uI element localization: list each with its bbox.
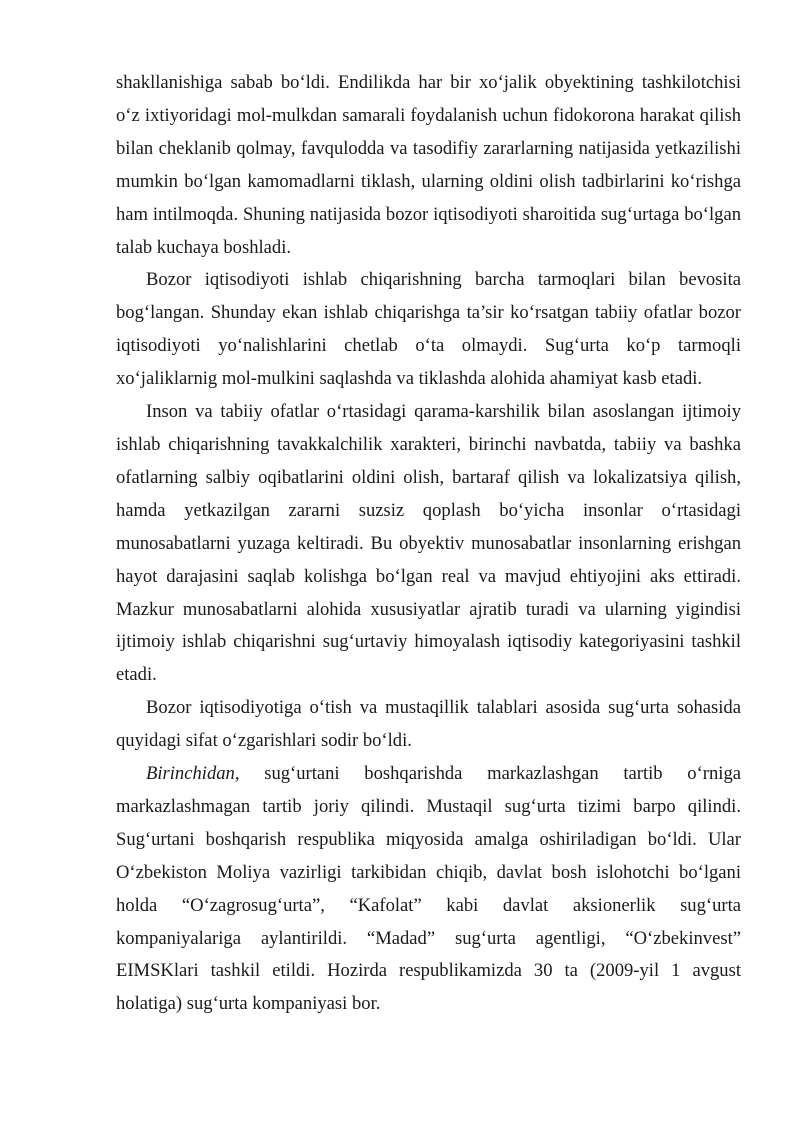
paragraph-1: shakllanishiga sabab bo‘ldi. Endilikda har bir xo‘jalik obyektining tashkilotchisi o‘z ixtiyoridagi mol-mulkdan samarali foydalanish uchun fidokorona harakat qilish bilan cheklanib qolmay, favqulodda va tasodifiy zararlarning natijasida yetkazilishi mumkin bo‘lgan kamomadlarni tiklash, ularning oldini olish tadbirlarini ko‘rishga ham intilmoqda. Shuning natijasida bozor iqtisodiyoti sharoitida sug‘urtaga bo‘lgan talab kuchaya boshladi. — [116, 72, 741, 258]
paragraph-4: Bozor iqtisodiyotiga o‘tish va mustaqillik talablari asosida sug‘urta sohasida quyidagi sifat o‘zgarishlari sodir bo‘ldi. — [116, 697, 741, 752]
paragraph-5 — [116, 758, 741, 1021]
paragraph-5-body: , sug‘urtani boshqarishda markazlashgan tartib o‘rniga markazlashmagan tartib joriy qilindi. Mustaqil sug‘urta tizimi barpo qilindi. Sug‘urtani boshqarish respublika miqyosida amalga oshiriladigan bo‘ldi. Ular O‘zbekiston Moliya vazirligi tarkibidan chiqib, davlat bosh islohotchi bo‘lgani holda “O‘zagrosug‘urta”, “Kafolat” kabi davlat aksionerlik sug‘urta kompaniyalariga aylantirildi. “Madad” sug‘urta agentligi, “O‘zbekinvest” EIMSKlari tashkil etildi. Hozirda respublikamizda 30 ta (2009-yil 1 avgust holatiga) sug‘urta kompaniyasi bor. — [116, 763, 741, 1015]
paragraph-5-lead: Birinchidan — [146, 763, 235, 785]
document-page — [116, 67, 741, 1021]
paragraph-3: Inson va tabiiy ofatlar o‘rtasidagi qarama-karshilik bilan asoslangan ijtimoiy ishlab chiqarishning tavakkalchilik xarakteri, birinchi navbatda, tabiiy va bashka ofatlarning salbiy oqibatlarini oldini olish, bartaraf qilish va lokalizatsiya qilish, hamda yetkazilgan zararni suzsiz qoplash bo‘yicha insonlar o‘rtasidagi munosabatlarni yuzaga keltiradi. Bu obyektiv munosabatlar insonlarning erishgan hayot darajasini saqlab kolishga bo‘lgan real va mavjud ehtiyojini aks ettiradi. Mazkur munosabatlarni alohida xususiyatlar ajratib turadi va ularning yigindisi ijtimoiy ishlab chiqarishni sug‘urtaviy himoyalash iqtisodiy kategoriyasini tashkil etadi. — [116, 401, 741, 686]
paragraph-2: Bozor iqtisodiyoti ishlab chiqarishning barcha tarmoqlari bilan bevosita bog‘langan. Shunday ekan ishlab chiqarishga ta’sir ko‘rsatgan tabiiy ofatlar bozor iqtisodiyoti yo‘nalishlarini chetlab o‘ta olmaydi. Sug‘urta ko‘p tarmoqli xo‘jaliklarnig mol-mulkini saqlashda va tiklashda alohida ahamiyat kasb etadi. — [116, 269, 741, 390]
